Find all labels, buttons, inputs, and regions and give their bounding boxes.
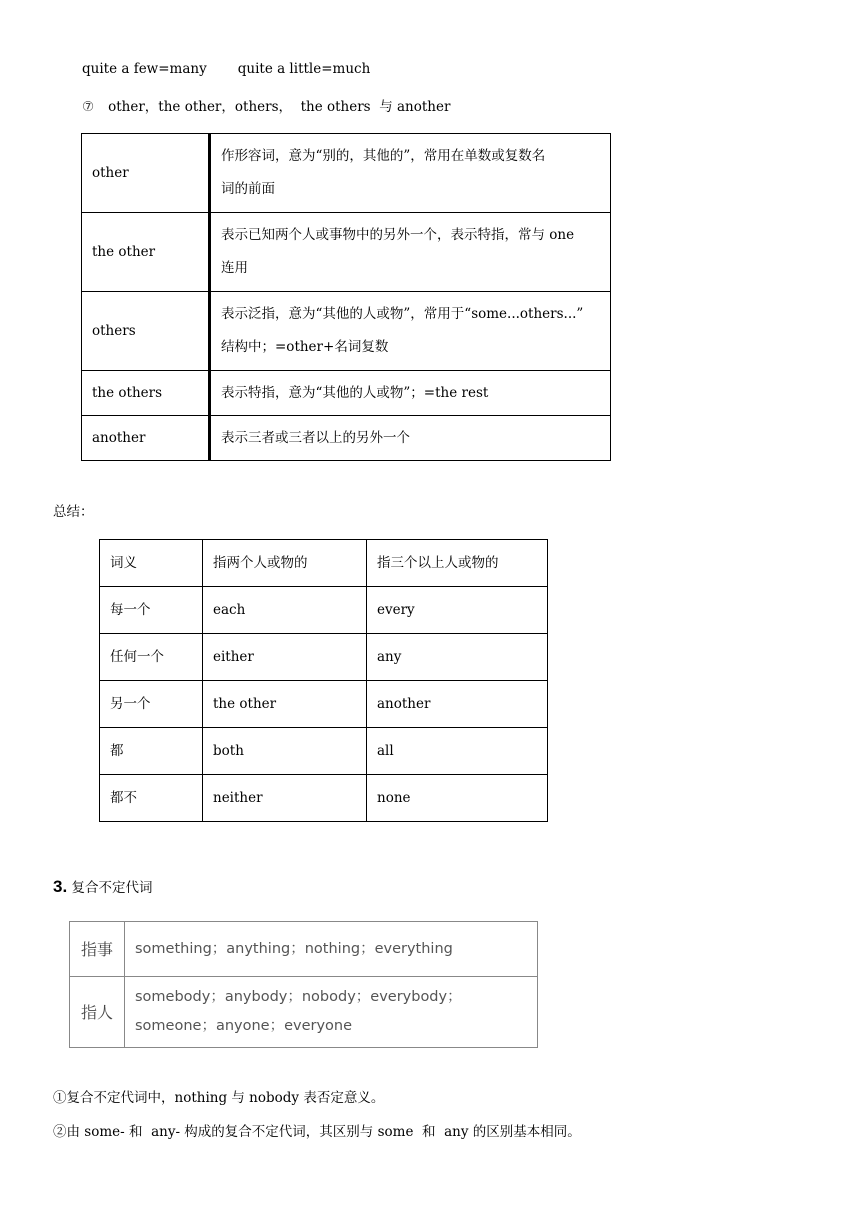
description-cell xyxy=(210,213,611,292)
term-cell: the other xyxy=(82,213,210,292)
summary-table xyxy=(99,539,548,822)
content-line: someone；anyone；everyone xyxy=(135,1018,353,1034)
table-cell: any xyxy=(367,634,548,681)
desc-line: 作形容词，意为“别的，其他的”，常用在单数或复数名 xyxy=(221,148,546,164)
table-cell: 任何一个 xyxy=(100,634,203,681)
table-row xyxy=(82,213,611,292)
header-cell: 指三个以上人或物的 xyxy=(367,540,548,587)
compound-pronoun-table xyxy=(69,921,538,1048)
description-cell xyxy=(210,134,611,213)
table-cell: 都 xyxy=(100,728,203,775)
desc-line: 连用 xyxy=(221,260,248,276)
section-heading xyxy=(53,876,152,897)
row-label: 指人 xyxy=(70,977,125,1048)
table-cell: 另一个 xyxy=(100,681,203,728)
table-cell: 每一个 xyxy=(100,587,203,634)
table-cell: none xyxy=(367,775,548,822)
table-row xyxy=(100,634,548,681)
table-cell: 都不 xyxy=(100,775,203,822)
table-cell: each xyxy=(203,587,367,634)
item-number: ⑦ xyxy=(82,99,95,115)
note-1: ①复合不定代词中，nothing 与 nobody 表否定意义。 xyxy=(53,1090,385,1106)
row-content xyxy=(125,977,538,1048)
table-cell: neither xyxy=(203,775,367,822)
header-cell: 指两个人或物的 xyxy=(203,540,367,587)
table-cell: all xyxy=(367,728,548,775)
note-2: ②由 some- 和 any- 构成的复合不定代词，其区别与 some 和 any 的区别基本相同。 xyxy=(53,1124,581,1140)
table-row xyxy=(70,977,538,1048)
section-number: 3. xyxy=(53,877,68,896)
table-row xyxy=(82,292,611,371)
table-row xyxy=(70,922,538,977)
table-row xyxy=(100,775,548,822)
table-cell: the other xyxy=(203,681,367,728)
table-cell: both xyxy=(203,728,367,775)
intro-line-2 xyxy=(82,95,450,115)
table-row xyxy=(82,134,611,213)
summary-label: 总结： xyxy=(53,504,94,520)
table-row xyxy=(82,371,611,416)
table-header-row xyxy=(100,540,548,587)
item-title: other，the other，others， the others 与 another xyxy=(108,99,451,115)
desc-line: 词的前面 xyxy=(221,181,275,197)
row-content: something；anything；nothing；everything xyxy=(125,922,538,977)
quite-a-little-text: quite a little=much xyxy=(237,61,371,77)
desc-line: 结构中；=other+名词复数 xyxy=(221,339,389,355)
row-label: 指事 xyxy=(70,922,125,977)
term-cell: other xyxy=(82,134,210,213)
quite-a-few-text: quite a few=many xyxy=(82,61,207,77)
table-cell: every xyxy=(367,587,548,634)
term-cell: the others xyxy=(82,371,210,416)
section-title: 复合不定代词 xyxy=(71,880,153,896)
table-row xyxy=(100,728,548,775)
header-cell: 词义 xyxy=(100,540,203,587)
term-cell: another xyxy=(82,416,210,461)
content-line: somebody；anybody；nobody；everybody； xyxy=(135,989,462,1005)
table-cell: another xyxy=(367,681,548,728)
table-row xyxy=(82,416,611,461)
intro-line-1 xyxy=(82,61,370,77)
table-cell: either xyxy=(203,634,367,681)
desc-line: 表示已知两个人或事物中的另外一个，表示特指，常与 one xyxy=(221,227,575,243)
description-cell xyxy=(210,292,611,371)
other-usage-table xyxy=(81,133,611,461)
table-row xyxy=(100,681,548,728)
term-cell: others xyxy=(82,292,210,371)
desc-line: 表示泛指，意为“其他的人或物”，常用于“some...others...” xyxy=(221,306,584,322)
description-cell: 表示特指，意为“其他的人或物”；=the rest xyxy=(210,371,611,416)
description-cell: 表示三者或三者以上的另外一个 xyxy=(210,416,611,461)
table-row xyxy=(100,587,548,634)
